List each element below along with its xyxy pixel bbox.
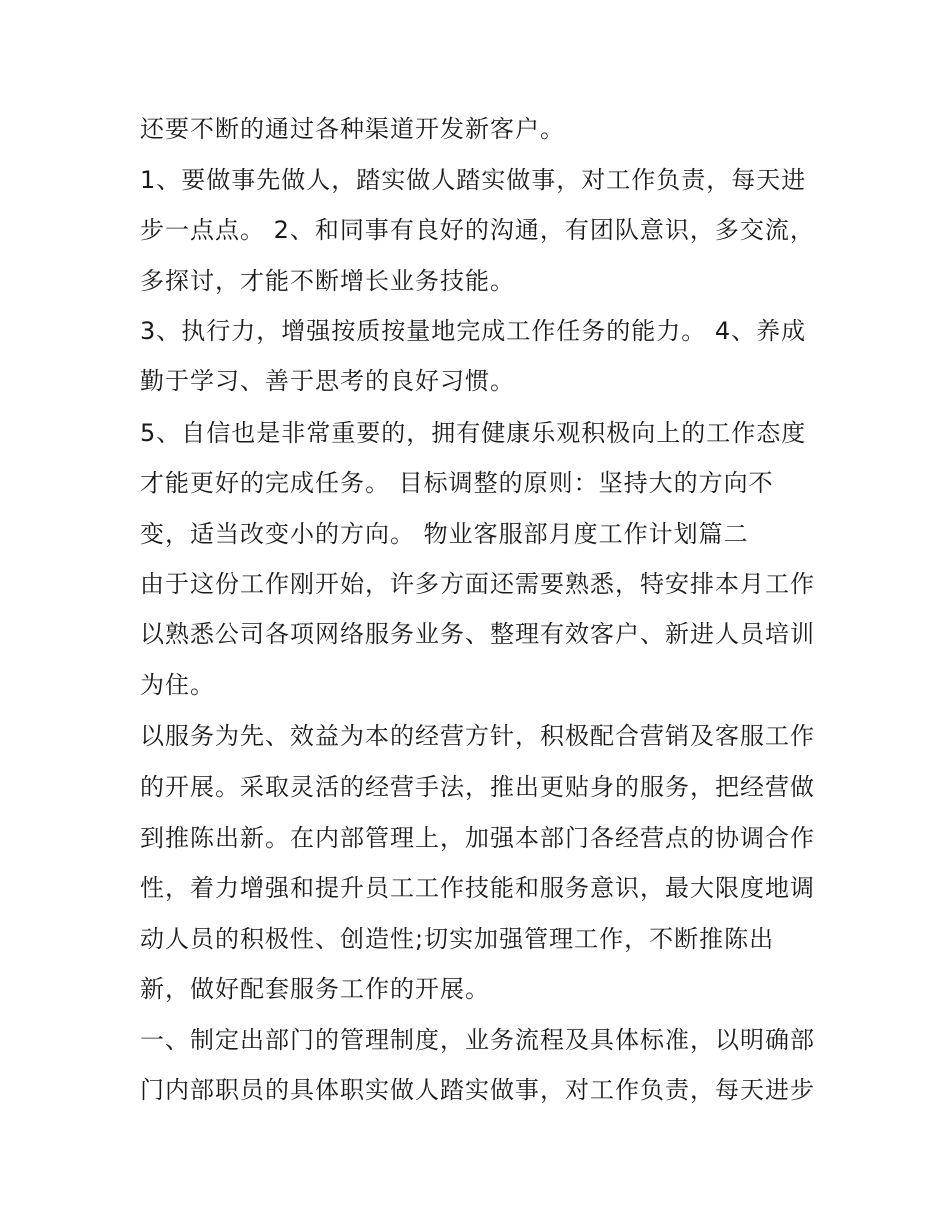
text-line-1: 还要不断的通过各种渠道开发新客户。	[140, 115, 565, 143]
text-line-4: 多探讨，才能不断增长业务技能。	[140, 267, 515, 295]
text-line-18: 新，做好配套服务工作的开展。	[140, 975, 490, 1003]
text-line-14: 的开展。采取灵活的经营手法，推出更贴身的服务，把经营做	[140, 773, 815, 801]
text-line-12: 为住。	[140, 671, 215, 699]
text-line-9: 变，适当改变小的方向。 物业客服部月度工作计划篇二	[140, 520, 749, 548]
text-line-11: 以熟悉公司各项网络服务业务、整理有效客户、新进人员培训	[140, 620, 815, 648]
text-line-17: 动人员的积极性、创造性;切实加强管理工作，不断推陈出	[140, 925, 775, 953]
text-line-6: 勤于学习、善于思考的良好习惯。	[140, 367, 515, 395]
text-line-2: 1、要做事先做人，踏实做人踏实做事，对工作负责，每天进	[140, 166, 807, 194]
text-line-20: 门内部职员的具体职实做人踏实做事，对工作负责，每天进步	[140, 1076, 815, 1104]
text-line-16: 性，着力增强和提升员工工作技能和服务意识，最大限度地调	[140, 874, 815, 902]
text-line-15: 到推陈出新。在内部管理上，加强本部门各经营点的协调合作	[140, 824, 815, 852]
text-line-13: 以服务为先、效益为本的经营方针，积极配合营销及客服工作	[140, 722, 815, 750]
text-line-10: 由于这份工作刚开始，许多方面还需要熟悉，特安排本月工作	[140, 570, 815, 598]
text-line-3: 步一点点。 2、和同事有良好的沟通，有团队意识，多交流，	[140, 216, 815, 244]
text-line-8: 才能更好的完成任务。 目标调整的原则：坚持大的方向不	[140, 469, 774, 497]
text-line-19: 一、制定出部门的管理制度，业务流程及具体标准，以明确部	[140, 1026, 815, 1054]
text-line-7: 5、自信也是非常重要的，拥有健康乐观积极向上的工作态度	[140, 419, 807, 447]
text-line-5: 3、执行力，增强按质按量地完成工作任务的能力。 4、养成	[140, 317, 807, 345]
